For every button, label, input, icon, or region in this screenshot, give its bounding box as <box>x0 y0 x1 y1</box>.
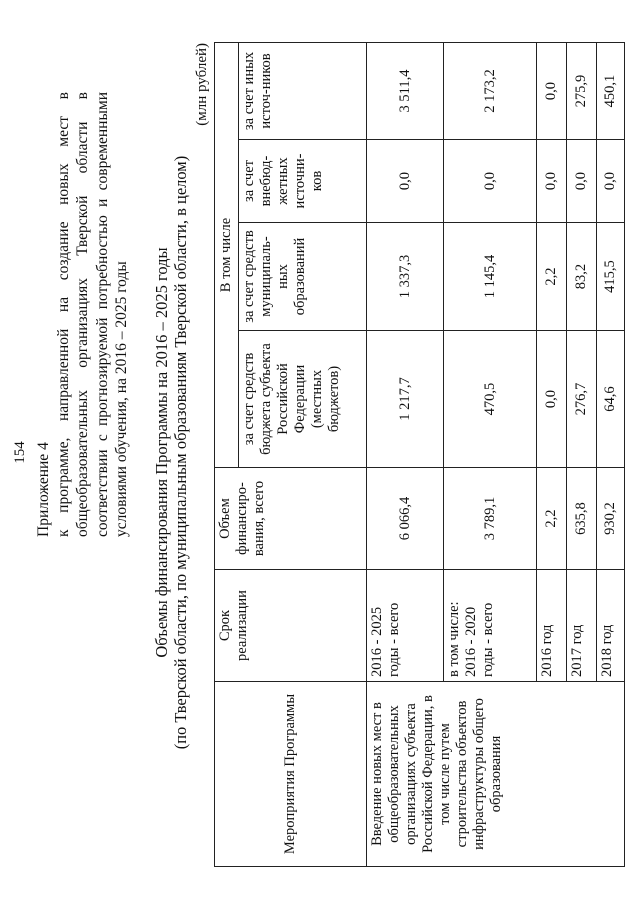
extrabudget-cell: 0,0 <box>567 140 597 223</box>
regional-cell: 1 217,7 <box>367 331 444 468</box>
total-cell: 930,2 <box>597 468 625 570</box>
period-cell: 2016 - 2025 годы - всего <box>367 570 444 682</box>
municipal-cell: 83,2 <box>567 223 597 331</box>
total-cell: 2,2 <box>537 468 567 570</box>
period-cell: 2018 год <box>597 570 625 682</box>
extrabudget-cell: 0,0 <box>537 140 567 223</box>
header-extrabudget: за счет внебюд-жетных источни-ков <box>239 140 367 223</box>
appendix-header <box>34 92 132 537</box>
header-regional: за счет средств бюджета субъекта Российской Федерации (местных бюджетов) <box>239 331 367 468</box>
municipal-cell: 1 145,4 <box>444 223 537 331</box>
total-cell: 635,8 <box>567 468 597 570</box>
municipal-cell: 1 337,3 <box>367 223 444 331</box>
table-title-line-2: (по Тверской области, по муниципальным образованиям Тверской области, в целом) <box>171 155 190 750</box>
period-cell: в том числе: 2016 - 2020 годы - всего <box>444 570 537 682</box>
municipal-cell: 415,5 <box>597 223 625 331</box>
appendix-title: Приложение 4 <box>35 442 52 537</box>
total-cell: 3 789,1 <box>444 468 537 570</box>
header-municipal: за счет средств муниципаль-ных образований <box>239 223 367 331</box>
other-cell: 0,0 <box>537 42 567 139</box>
units-label: (млн рублей) <box>194 43 210 126</box>
extrabudget-cell: 0,0 <box>367 140 444 223</box>
event-cell: Введение новых мест в общеобразовательных организациях субъекта Российской Федерации, в том числе путем строительства объектов инфраструктуры общего образования <box>367 682 625 867</box>
table-row <box>367 42 444 866</box>
table-title-line-1: Объемы финансирования Программы на 2016 – 2025 годы <box>152 247 171 658</box>
extrabudget-cell: 0,0 <box>597 140 625 223</box>
header-period: Срок реализации <box>215 570 367 682</box>
period-cell: 2017 год <box>567 570 597 682</box>
page-number: 154 <box>12 441 28 464</box>
financing-table <box>214 42 625 867</box>
header-other: за счет иных источ-ников <box>239 42 367 139</box>
municipal-cell: 2,2 <box>537 223 567 331</box>
header-total: Объем финансиро-вания, всего <box>215 468 367 570</box>
table-title <box>152 0 190 905</box>
header-event: Мероприятия Программы <box>215 682 367 867</box>
other-cell: 450,1 <box>597 42 625 139</box>
regional-cell: 64,6 <box>597 331 625 468</box>
regional-cell: 276,7 <box>567 331 597 468</box>
appendix-text: к программе, направленной на создание новых мест в общеобразовательных организациях Тверской области в соответствии с прогнозируемой потребностью и современными условиями обучения, на 2016 – 2025 годы <box>54 92 130 537</box>
other-cell: 2 173,2 <box>444 42 537 139</box>
header-including: В том числе <box>215 42 239 467</box>
regional-cell: 0,0 <box>537 331 567 468</box>
extrabudget-cell: 0,0 <box>444 140 537 223</box>
other-cell: 3 511,4 <box>367 42 444 139</box>
regional-cell: 470,5 <box>444 331 537 468</box>
total-cell: 6 066,4 <box>367 468 444 570</box>
period-cell: 2016 год <box>537 570 567 682</box>
other-cell: 275,9 <box>567 42 597 139</box>
